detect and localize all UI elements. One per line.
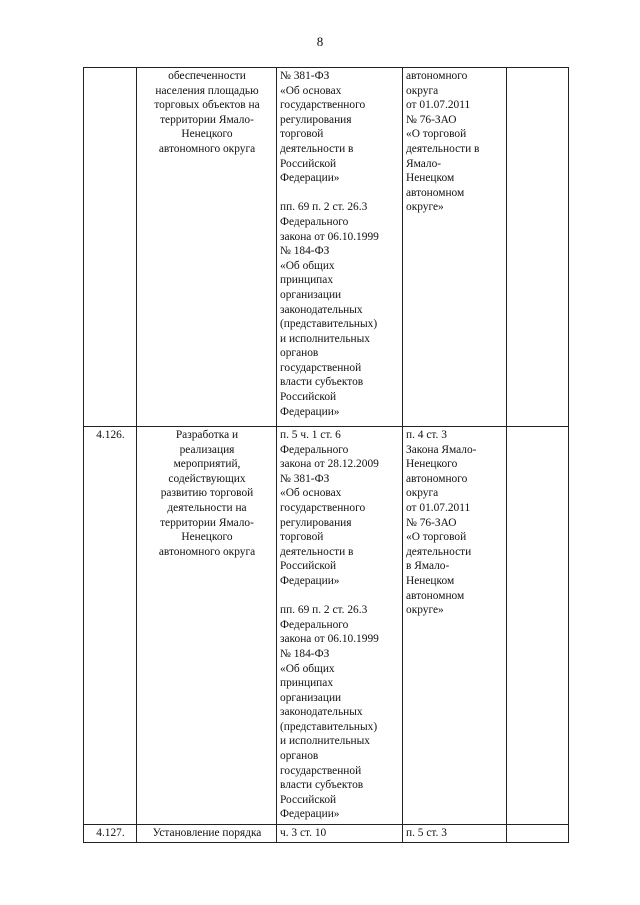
power-name-cell: [137, 427, 277, 825]
row-number-text: 4.126.: [96, 429, 125, 441]
table-row: [84, 427, 569, 825]
row-number-text: 4.127.: [96, 827, 125, 839]
power-name-text: обеспеченности населения площадью торговых объектов на территории Ямало- Ненецкого автономного округа: [154, 70, 260, 155]
regional-law-cell: [403, 825, 507, 843]
row-number-cell: [84, 68, 137, 427]
federal-law-text: п. 5 ч. 1 ст. 6 Федерального закона от 28.12.2009 № 381-ФЗ «Об основах государственного регулирования торговой деятельности в Российской Федерации» пп. 69 п. 2 ст. 26.3 Федерального закона от 06.10.1999 № 184-ФЗ «Об общих принципах организации законодательных (представительных) и исполнительных органов государственной власти субъектов Российской Федерации»: [280, 429, 379, 821]
federal-law-cell: [277, 68, 403, 427]
empty-cell: [507, 825, 569, 843]
regional-law-cell: [403, 427, 507, 825]
power-name-cell: [137, 825, 277, 843]
power-name-text: Разработка и реализация мероприятий, содействующих развитию торговой деятельности на территории Ямало- Ненецкого автономного округа: [158, 429, 256, 558]
row-number-cell: [84, 825, 137, 843]
federal-law-text: № 381-ФЗ «Об основах государственного регулирования торговой деятельности в Российской Федерации» пп. 69 п. 2 ст. 26.3 Федерального закона от 06.10.1999 № 184-ФЗ «Об общих принципах организации законодательных (представительных) и исполнительных органов государственной власти субъектов Российской Федерации»: [280, 70, 379, 418]
regional-law-text: автономного округа от 01.07.2011 № 76-ЗАО «О торговой деятельности в Ямало- Ненецком автономном округе»: [406, 70, 480, 214]
row-number-cell: [84, 427, 137, 825]
regional-law-cell: [403, 68, 507, 427]
federal-law-text: ч. 3 ст. 10: [280, 827, 327, 839]
federal-law-cell: [277, 825, 403, 843]
federal-law-cell: [277, 427, 403, 825]
table-row: [84, 68, 569, 427]
regional-law-text: п. 5 ст. 3: [406, 827, 447, 839]
power-name-text: Установление порядка: [152, 827, 262, 839]
power-name-cell: [137, 68, 277, 427]
regional-law-text: п. 4 ст. 3 Закона Ямало- Ненецкого автономного округа от 01.07.2011 № 76-ЗАО «О торговой деятельности в Ямало- Ненецком автономном округе»: [406, 429, 477, 617]
empty-cell: [507, 427, 569, 825]
table-row: [84, 825, 569, 843]
powers-table: [83, 67, 569, 843]
page-number: 8: [316, 34, 324, 49]
empty-cell: [507, 68, 569, 427]
